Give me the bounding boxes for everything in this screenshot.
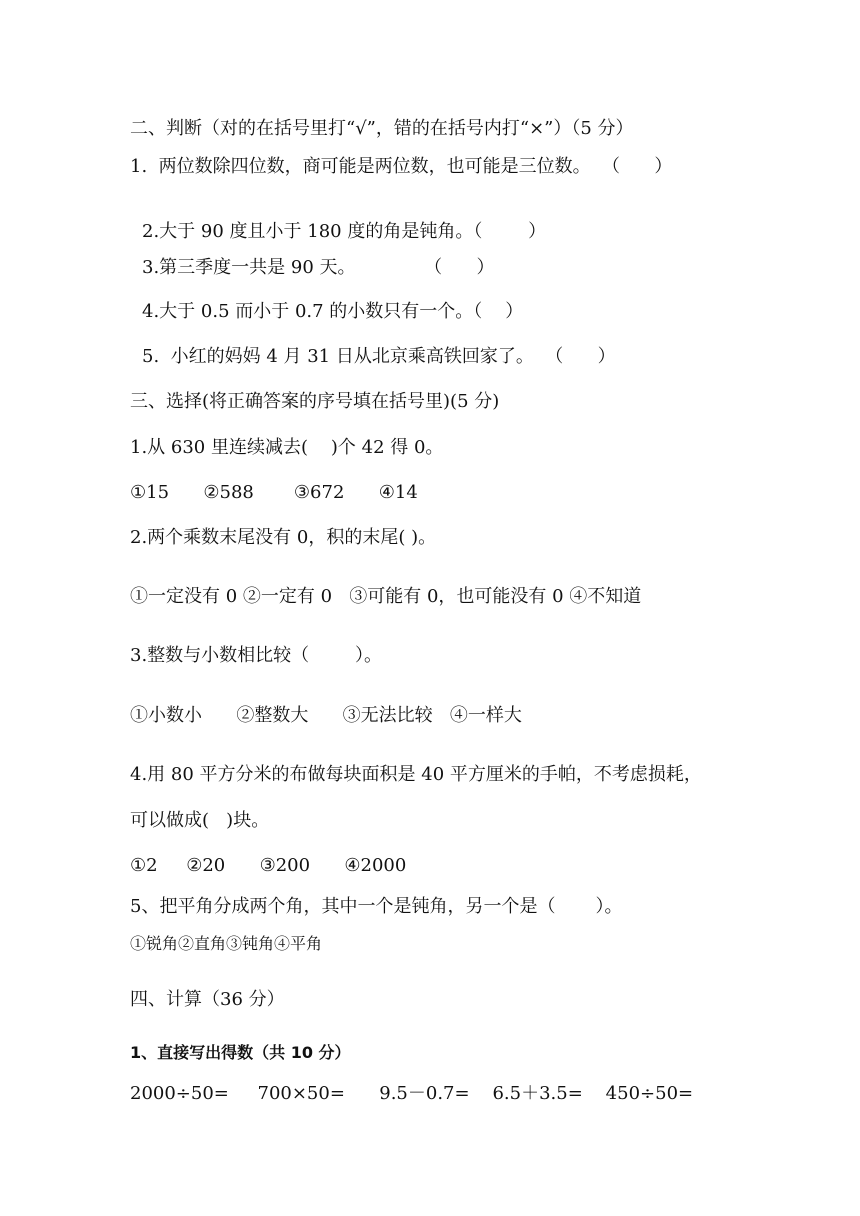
calc-subheading-1: 1、直接写出得数（共 10 分） (130, 1043, 351, 1062)
choice-options-1: ①15 ②588 ③672 ④14 (130, 482, 418, 503)
choice-question-4-line-2: 可以做成( )块。 (130, 810, 270, 831)
choice-options-3: ①小数小 ②整数大 ③无法比较 ④一样大 (130, 705, 522, 726)
choice-options-4: ①2 ②20 ③200 ④2000 (130, 855, 407, 876)
choice-question-3: 3.整数与小数相比较（ ）。 (130, 645, 382, 666)
choice-question-2: 2.两个乘数末尾没有 0，积的末尾( )。 (130, 527, 437, 548)
judge-item-2: 2.大于 90 度且小于 180 度的角是钝角。（ ） (142, 221, 547, 242)
judge-item-4: 4.大于 0.5 而小于 0.7 的小数只有一个。（ ） (142, 301, 524, 322)
choice-options-2: ①一定没有 0 ②一定有 0 ③可能有 0，也可能没有 0 ④不知道 (130, 586, 642, 607)
section-2-heading: 二、判断（对的在括号里打“√”，错的在括号内打“×”）（5 分） (130, 118, 634, 139)
choice-question-5: 5、把平角分成两个角，其中一个是钝角，另一个是（ ）。 (130, 896, 623, 917)
section-4-heading: 四、计算（36 分） (130, 989, 285, 1010)
choice-question-1: 1.从 630 里连续减去( )个 42 得 0。 (130, 437, 444, 458)
judge-item-5: 5. 小红的妈妈 4 月 31 日从北京乘高铁回家了。 （ ） (142, 346, 616, 367)
choice-options-5: ①锐角②直角③钝角④平角 (130, 934, 323, 953)
section-3-heading: 三、选择(将正确答案的序号填在括号里)(5 分) (130, 391, 500, 412)
judge-item-3: 3.第三季度一共是 90 天。 （ ） (142, 257, 495, 278)
judge-item-1: 1. 两位数除四位数，商可能是两位数，也可能是三位数。 （ ） (130, 156, 673, 177)
choice-question-4-line-1: 4.用 80 平方分米的布做每块面积是 40 平方厘米的手帕，不考虑损耗， (130, 764, 702, 785)
calc-row-1: 2000÷50= 700×50= 9.5－0.7= 6.5＋3.5= 450÷50= (130, 1083, 694, 1104)
